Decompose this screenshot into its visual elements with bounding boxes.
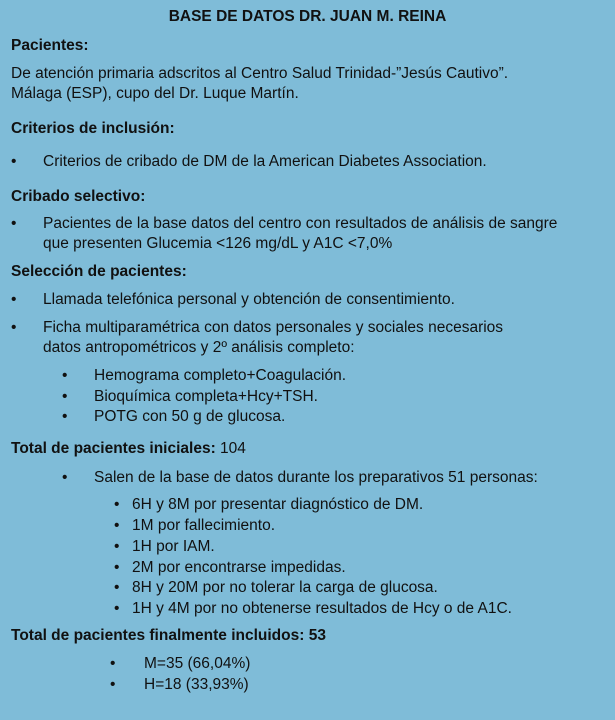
- seleccion-item-1: Llamada telefónica personal y obtención de consentimiento.: [43, 291, 455, 308]
- bullet: •: [110, 676, 116, 693]
- bullet: •: [11, 153, 17, 170]
- iniciales-sub-item: 1H por IAM.: [132, 538, 215, 555]
- bullet: •: [11, 291, 17, 308]
- bullet: •: [114, 538, 120, 555]
- total-finales: [11, 627, 326, 645]
- bullet: •: [114, 496, 120, 513]
- bullet: •: [114, 517, 120, 534]
- pacientes-line-2: Málaga (ESP), cupo del Dr. Luque Martín.: [11, 85, 299, 102]
- bullet: •: [110, 655, 116, 672]
- iniciales-sub-item: 2M por encontrarse impedidas.: [132, 559, 346, 576]
- total-iniciales-label: Total de pacientes iniciales:: [11, 440, 216, 457]
- iniciales-sub-item: 6H y 8M por presentar diagnóstico de DM.: [132, 496, 424, 513]
- iniciales-sub-item: 8H y 20M por no tolerar la carga de glucosa.: [132, 579, 438, 596]
- criterios-heading: Criterios de inclusión:: [11, 120, 175, 137]
- total-finales-label: Total de pacientes finalmente incluidos:: [11, 627, 305, 644]
- seleccion-sub-item: POTG con 50 g de glucosa.: [94, 408, 286, 425]
- total-finales-value: 53: [308, 627, 326, 644]
- bullet: •: [114, 559, 120, 576]
- bullet: •: [62, 388, 68, 405]
- bullet: •: [62, 408, 68, 425]
- cribado-heading: Cribado selectivo:: [11, 188, 146, 205]
- seleccion-item-2-line-2: datos antropométricos y 2º análisis completo:: [43, 339, 355, 356]
- cribado-item-line-2: que presenten Glucemia <126 mg/dL y A1C <7,0%: [43, 235, 393, 252]
- bullet: •: [11, 319, 17, 336]
- bullet: •: [114, 579, 120, 596]
- bullet: •: [62, 469, 68, 486]
- total-iniciales: [11, 440, 246, 458]
- pacientes-heading: Pacientes:: [11, 37, 89, 54]
- seleccion-item-2-line-1: Ficha multiparamétrica con datos personales y sociales necesarios: [43, 319, 504, 336]
- iniciales-sub-item: 1M por fallecimiento.: [132, 517, 276, 534]
- pacientes-line-1: De atención primaria adscritos al Centro Salud Trinidad-”Jesús Cautivo”.: [11, 65, 509, 82]
- bullet: •: [62, 367, 68, 384]
- bullet: •: [114, 600, 120, 617]
- seleccion-heading: Selección de pacientes:: [11, 263, 187, 280]
- cribado-item-line-1: Pacientes de la base datos del centro con resultados de análisis de sangre: [43, 215, 558, 232]
- finales-sub-item: M=35 (66,04%): [144, 655, 251, 672]
- page-title: BASE DE DATOS DR. JUAN M. REINA: [168, 8, 447, 25]
- total-iniciales-value: 104: [220, 440, 246, 457]
- seleccion-sub-item: Bioquímica completa+Hcy+TSH.: [94, 388, 318, 405]
- finales-sub-item: H=18 (33,93%): [144, 676, 249, 693]
- criterios-item: Criterios de cribado de DM de la American Diabetes Association.: [43, 153, 487, 170]
- iniciales-sub-item: 1H y 4M por no obtenerse resultados de Hcy o de A1C.: [132, 600, 512, 617]
- bullet: •: [11, 215, 17, 232]
- seleccion-sub-item: Hemograma completo+Coagulación.: [94, 367, 347, 384]
- iniciales-item: Salen de la base de datos durante los preparativos 51 personas:: [94, 469, 538, 486]
